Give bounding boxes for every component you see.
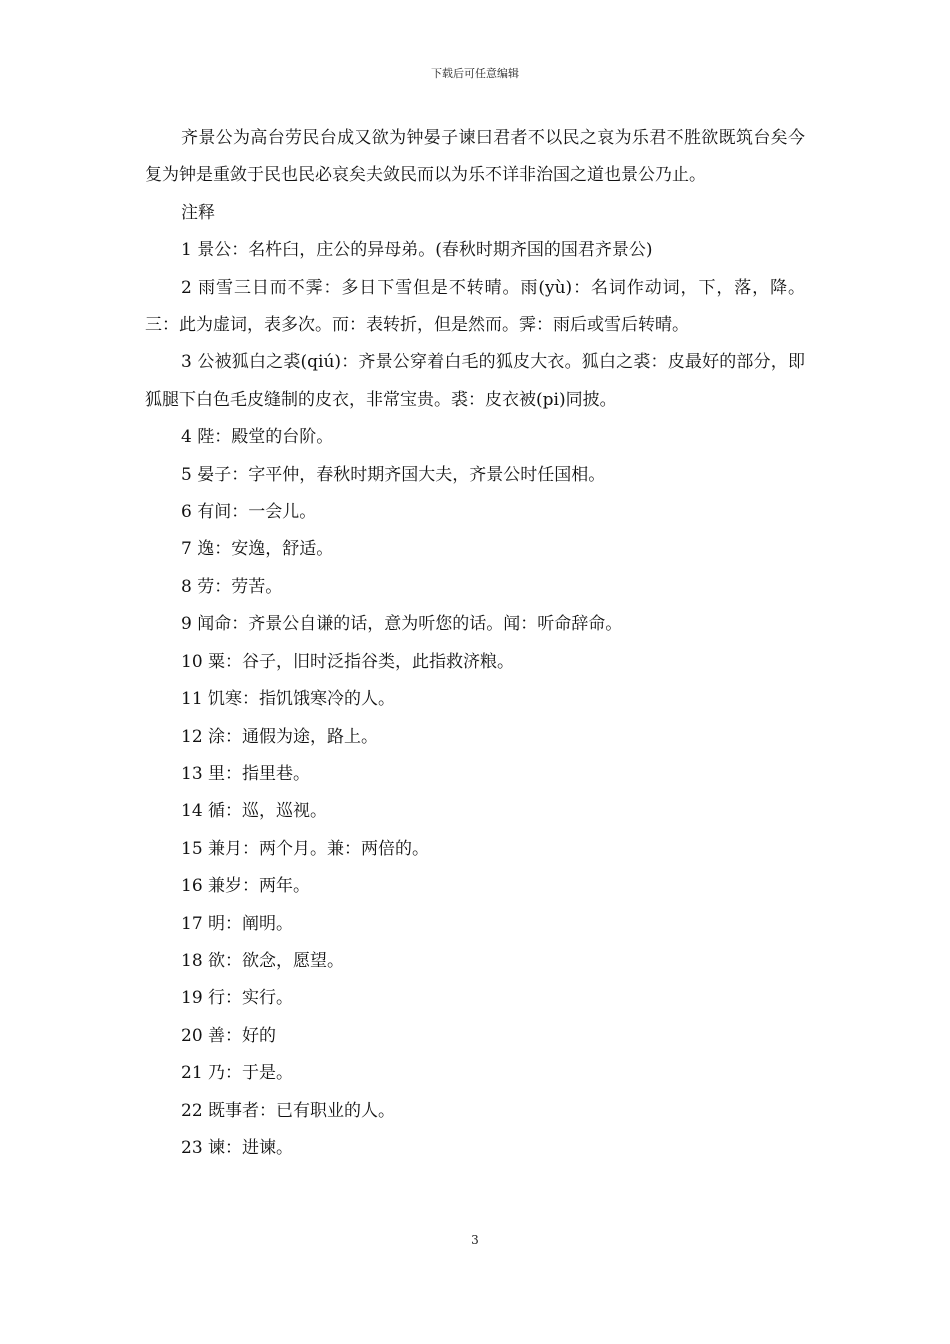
notes-heading: 注释 xyxy=(181,202,215,223)
note-item: 17 明：阐明。 xyxy=(181,913,294,934)
note-item: 9 闻命：齐景公自谦的话，意为听您的话。闻：听命辞命。 xyxy=(181,614,623,635)
note-item: 2 雨雪三日而不霁：多日下雪但是不转晴。雨(yù)：名词作动词，下，落，降。三：此为虚词，表多次。而：表转折，但是然而。霁：雨后或雪后转晴。 xyxy=(145,277,805,336)
note-item: 7 逸：安逸，舒适。 xyxy=(181,539,334,560)
note-item: 10 粟：谷子，旧时泛指谷类，此指救济粮。 xyxy=(181,651,515,672)
note-item: 22 既事者：已有职业的人。 xyxy=(181,1100,396,1121)
note-item: 1 景公：名杵臼，庄公的异母弟。(春秋时期齐国的国君齐景公) xyxy=(181,240,653,261)
note-item: 3 公被狐白之裘(qiú)：齐景公穿着白毛的狐皮大衣。狐白之裘：皮最好的部分，即狐腿下白色毛皮缝制的皮衣，非常宝贵。裘：皮衣被(pi)同披。 xyxy=(145,352,805,410)
note-item: 20 善：好的 xyxy=(181,1025,277,1046)
note-item: 16 兼岁：两年。 xyxy=(181,876,311,897)
note-item: 19 行：实行。 xyxy=(181,988,294,1009)
note-item: 21 乃：于是。 xyxy=(181,1063,294,1084)
note-item: 15 兼月：两个月。兼：两倍的。 xyxy=(181,838,430,859)
note-item: 13 里：指里巷。 xyxy=(181,763,311,784)
document-body xyxy=(145,120,805,1167)
note-item: 11 饥寒：指饥饿寒冷的人。 xyxy=(181,689,396,710)
note-item: 5 晏子：字平仲，春秋时期齐国大夫，齐景公时任国相。 xyxy=(181,464,606,485)
note-item: 8 劳：劳苦。 xyxy=(181,576,283,597)
note-item: 6 有间：一会儿。 xyxy=(181,502,317,523)
note-item: 18 欲：欲念，愿望。 xyxy=(181,950,345,971)
page-number: 3 xyxy=(471,1233,479,1247)
note-item: 23 谏：进谏。 xyxy=(181,1137,294,1158)
page-header: 下载后可任意编辑 xyxy=(431,67,519,80)
note-item: 4 陛：殿堂的台阶。 xyxy=(181,427,334,448)
note-item: 12 涂：通假为途，路上。 xyxy=(181,726,379,747)
note-item: 14 循：巡，巡视。 xyxy=(181,801,328,822)
main-text-paragraph: 齐景公为高台劳民台成又欲为钟晏子谏曰君者不以民之哀为乐君不胜欲既筑台矣今复为钟是重敛于民也民必哀矣夫敛民而以为乐不详非治国之道也景公乃止。 xyxy=(145,128,805,186)
